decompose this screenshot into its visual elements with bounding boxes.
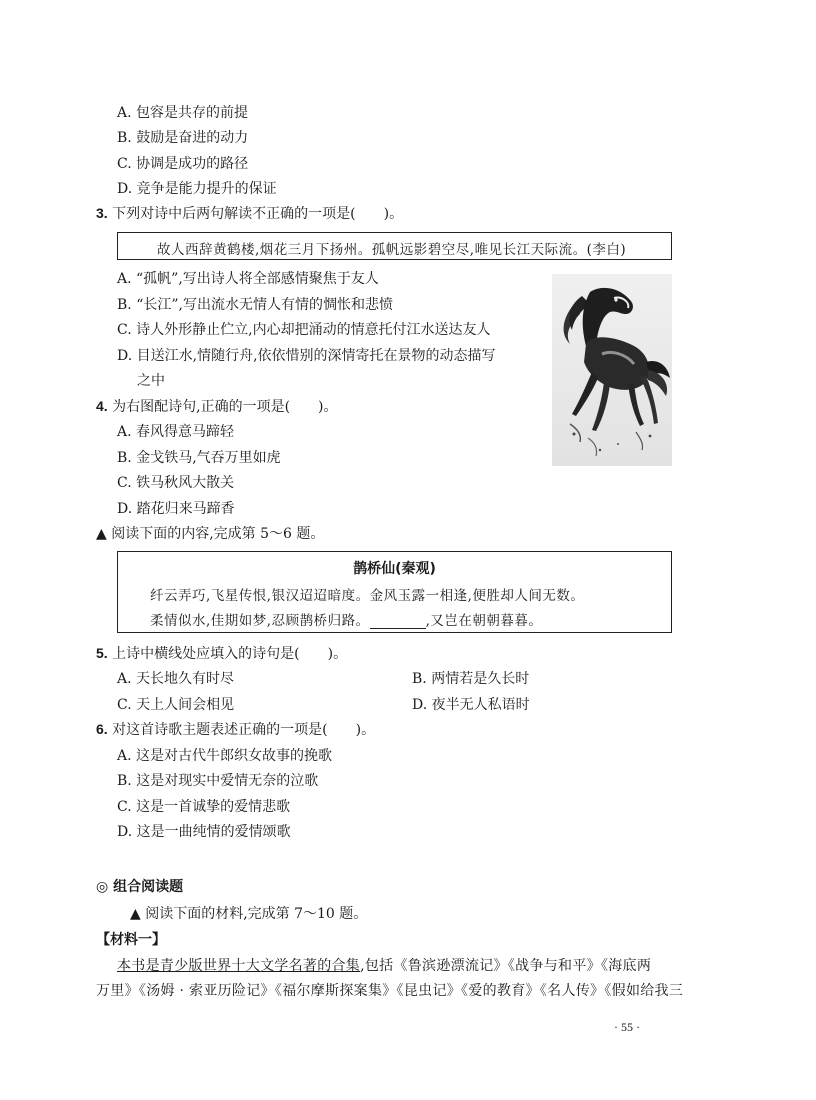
material-underlined-text: 本书是青少版世界十大文学名著的合集 bbox=[117, 958, 361, 974]
question-number: 4. bbox=[96, 398, 108, 414]
q4-option-c: C. 铁马秋风大散关 bbox=[117, 475, 235, 491]
q3-option-b: B. “长江”,写出流水无情人有情的惆怅和悲愤 bbox=[117, 297, 393, 313]
question-stem: 对这首诗歌主题表述正确的一项是( )。 bbox=[112, 722, 376, 738]
bullseye-icon: ◎ bbox=[96, 879, 109, 895]
poem-text: 故人西辞黄鹤楼,烟花三月下扬州。孤帆远影碧空尽,唯见长江天际流。(李白) bbox=[157, 242, 627, 258]
fill-blank bbox=[370, 614, 426, 629]
q5-option-a: A. 天长地久有时尽 bbox=[117, 671, 235, 687]
q3-option-d: D. 目送江水,情随行舟,依依惜别的深情寄托在景物的动态描写 bbox=[117, 348, 496, 364]
section-title: 组合阅读题 bbox=[113, 879, 184, 895]
q4-option-a: A. 春风得意马蹄轻 bbox=[117, 424, 235, 440]
question-stem: 下列对诗中后两句解读不正确的一项是( )。 bbox=[112, 206, 404, 222]
poem-line-1: 纤云弄巧,飞星传恨,银汉迢迢暗度。金风玉露一相逢,便胜却人间无数。 bbox=[150, 588, 585, 604]
horse-icon bbox=[552, 274, 672, 466]
q2-option-d: D. 竞争是能力提升的保证 bbox=[117, 181, 277, 197]
poem-line-2 bbox=[150, 609, 542, 629]
question-5 bbox=[96, 643, 347, 663]
q3-option-c: C. 诗人外形静止伫立,内心却把涌动的情意托付江水送达友人 bbox=[117, 322, 491, 338]
instruction-5-6: ▲ 阅读下面的内容,完成第 5～6 题。 bbox=[96, 526, 325, 542]
section-heading bbox=[96, 876, 183, 896]
material-line-1 bbox=[117, 955, 651, 975]
question-stem: 为右图配诗句,正确的一项是( )。 bbox=[112, 399, 338, 415]
q2-option-b: B. 鼓励是奋进的动力 bbox=[117, 130, 249, 146]
material-line-1-rest: ,包括《鲁滨逊漂流记》《战争与和平》《海底两 bbox=[360, 958, 652, 974]
question-number: 3. bbox=[96, 205, 108, 221]
q6-option-c: C. 这是一首诚挚的爱情悲歌 bbox=[117, 799, 291, 815]
poem-line-2-end: ,又岂在朝朝暮暮。 bbox=[425, 613, 543, 629]
instruction-7-10: ▲ 阅读下面的材料,完成第 7～10 题。 bbox=[130, 906, 368, 922]
poem-box-q3 bbox=[117, 232, 672, 260]
q5-option-d: D. 夜半无人私语时 bbox=[412, 697, 530, 713]
q6-option-b: B. 这是对现实中爱情无奈的泣歌 bbox=[117, 773, 319, 789]
poem-title: 鹊桥仙(秦观) bbox=[353, 561, 436, 577]
question-6 bbox=[96, 719, 375, 739]
q6-option-d: D. 这是一曲纯情的爱情颂歌 bbox=[117, 824, 291, 840]
page-number: · 55 · bbox=[614, 1020, 640, 1034]
question-4 bbox=[96, 396, 338, 416]
material-line-2: 万里》《汤姆 · 索亚历险记》《福尔摩斯探案集》《昆虫记》《爱的教育》《名人传》《假如给我三 bbox=[96, 983, 684, 999]
q5-option-c: C. 天上人间会相见 bbox=[117, 697, 235, 713]
q3-option-a: A. “孤帆”,写出诗人将全部感情聚焦于友人 bbox=[117, 271, 379, 287]
q2-option-c: C. 协调是成功的路径 bbox=[117, 156, 249, 172]
material-label: 【材料一】 bbox=[96, 932, 166, 948]
q4-option-d: D. 踏花归来马蹄香 bbox=[117, 501, 235, 517]
question-number: 5. bbox=[96, 645, 108, 661]
question-stem: 上诗中横线处应填入的诗句是( )。 bbox=[112, 646, 348, 662]
q6-option-a: A. 这是对古代牛郎织女故事的挽歌 bbox=[117, 748, 333, 764]
q5-option-b: B. 两情若是久长时 bbox=[412, 671, 530, 687]
q2-option-a: A. 包容是共存的前提 bbox=[117, 105, 249, 121]
question-3 bbox=[96, 203, 403, 223]
question-number: 6. bbox=[96, 721, 108, 737]
poem-line-2-start: 柔情似水,佳期如梦,忍顾鹊桥归路。 bbox=[150, 613, 370, 629]
horse-ink-painting bbox=[552, 274, 672, 466]
q3-option-d-continued: 之中 bbox=[137, 373, 165, 389]
poem-box-queqiaoxian bbox=[117, 551, 672, 633]
q4-option-b: B. 金戈铁马,气吞万里如虎 bbox=[117, 450, 281, 466]
